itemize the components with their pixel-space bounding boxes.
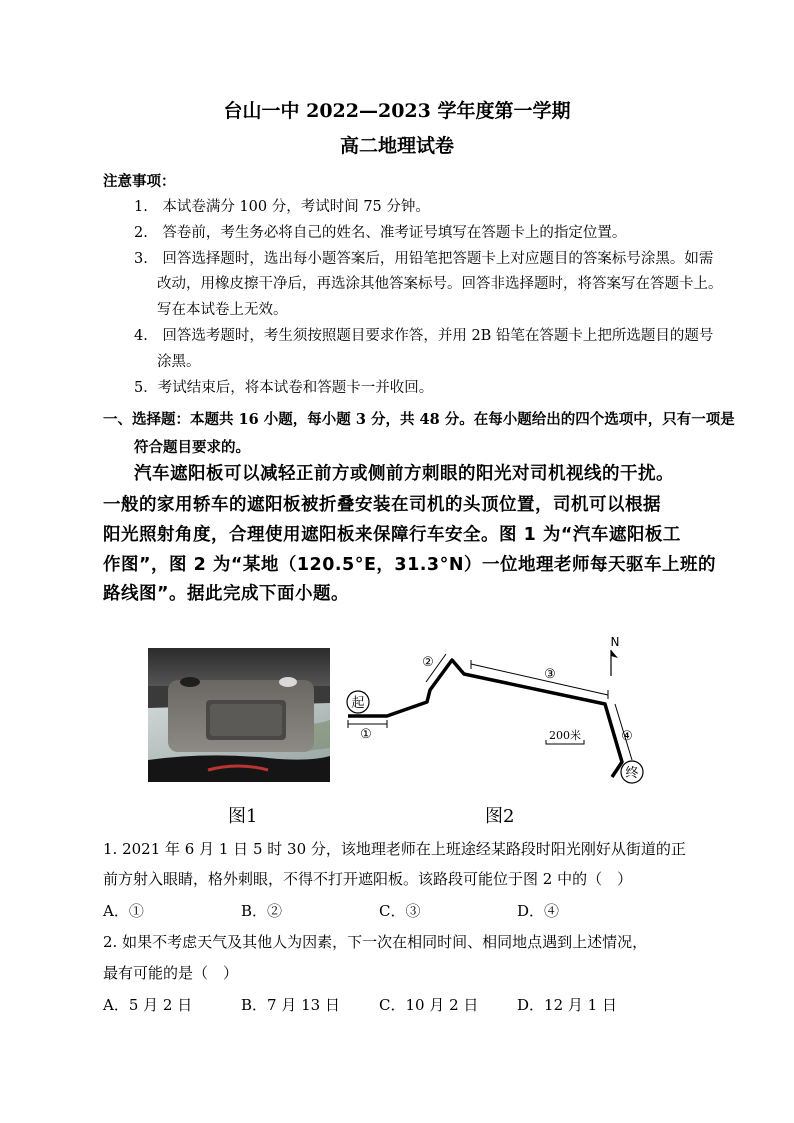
segment-3-label: ③ [544, 667, 556, 682]
north-arrow-icon [611, 635, 620, 676]
route-map [340, 632, 650, 792]
passage-line-1: 汽车遮阳板可以减轻正前方或侧前方刺眼的阳光对司机视线的干扰。 [134, 464, 674, 484]
question-2-option-d[interactable]: D．12 月 1 日 [517, 996, 617, 1014]
end-label: 终 [625, 766, 639, 781]
start-label: 起 [351, 696, 365, 711]
question-1-option-a[interactable]: A．① [103, 902, 144, 920]
notice-item-3-cont-2: 写在本试卷上无效。 [157, 302, 288, 318]
question-2-option-c[interactable]: C．10 月 2 日 [379, 996, 479, 1014]
segment-1-label: ① [360, 727, 372, 742]
section-heading: 一、选择题：本题共 16 小题，每小题 3 分，共 48 分。在每小题给出的四个选项中，只有一项是 [103, 411, 735, 428]
section-heading-cont: 符合题目要求的。 [134, 439, 250, 456]
scale-bar [546, 728, 584, 744]
sun-visor-photo-illustration [148, 648, 330, 782]
north-label: N [610, 635, 620, 649]
notice-item-5: 5．考试结束后，将本试卷和答题卡一并收回。 [134, 380, 434, 396]
notice-item-3-cont-1: 改动，用橡皮擦干净后，再选涂其他答案标号。回答非选择题时，将答案写在答题卡上。 [157, 276, 723, 292]
exam-title: 台山一中 2022—2023 学年度第一学期 [223, 100, 571, 122]
passage-line-2: 一般的家用轿车的遮阳板被折叠安装在司机的头顶位置，司机可以根据 [103, 495, 661, 515]
end-marker [621, 761, 643, 783]
notice-item-4-cont: 涂黑。 [157, 354, 201, 370]
passage-line-4: 作图”，图 2 为“某地（120.5°E，31.3°N）一位地理老师每天驱车上班的 [103, 555, 716, 575]
notice-item-2: 2. 答卷前，考生务必将自己的姓名、准考证号填写在答题卡上的指定位置。 [134, 225, 627, 241]
notice-heading: 注意事项： [103, 173, 176, 190]
notice-item-1: 1. 本试卷满分 100 分，考试时间 75 分钟。 [134, 199, 430, 215]
notice-item-4: 4. 回答选考题时，考生须按照题目要求作答，并用 2B 铅笔在答题卡上把所选题目的题号 [134, 328, 714, 344]
exam-subtitle: 高二地理试卷 [339, 135, 454, 157]
question-1-text-cont: 前方射入眼睛，格外刺眼，不得不打开遮阳板。该路段可能位于图 2 中的（ ） [103, 870, 633, 888]
start-marker [347, 691, 369, 713]
figure-2-caption: 图2 [485, 806, 515, 827]
question-2-option-b[interactable]: B．7 月 13 日 [241, 996, 340, 1014]
question-2-text: 2. 如果不考虑天气及其他人为因素，下一次在相同时间、相同地点遇到上述情况， [103, 933, 648, 951]
figure-1-caption: 图1 [228, 806, 258, 827]
route-line [348, 660, 622, 777]
sun-visor-photo [148, 648, 330, 782]
passage-line-5: 路线图”。据此完成下面小题。 [103, 584, 350, 604]
question-2-text-cont: 最有可能的是（ ） [103, 964, 239, 982]
passage-line-3: 阳光照射角度，合理使用遮阳板来保障行车安全。图 1 为“汽车遮阳板工 [103, 525, 681, 545]
segment-2-label: ② [422, 655, 434, 670]
segment-4-label: ④ [621, 729, 633, 744]
question-1-option-c[interactable]: C．③ [379, 902, 421, 920]
question-2-option-a[interactable]: A．5 月 2 日 [103, 996, 193, 1014]
question-1-option-b[interactable]: B．② [241, 902, 283, 920]
notice-item-3: 3. 回答选择题时，选出每小题答案后，用铅笔把答题卡上对应题目的答案标号涂黑。如需 [134, 251, 714, 267]
question-1-option-d[interactable]: D．④ [517, 902, 560, 920]
question-1-text: 1. 2021 年 6 月 1 日 5 时 30 分，该地理老师在上班途经某路段时阳光刚好从街道的正 [103, 840, 686, 858]
scale-label: 200米 [549, 729, 581, 742]
